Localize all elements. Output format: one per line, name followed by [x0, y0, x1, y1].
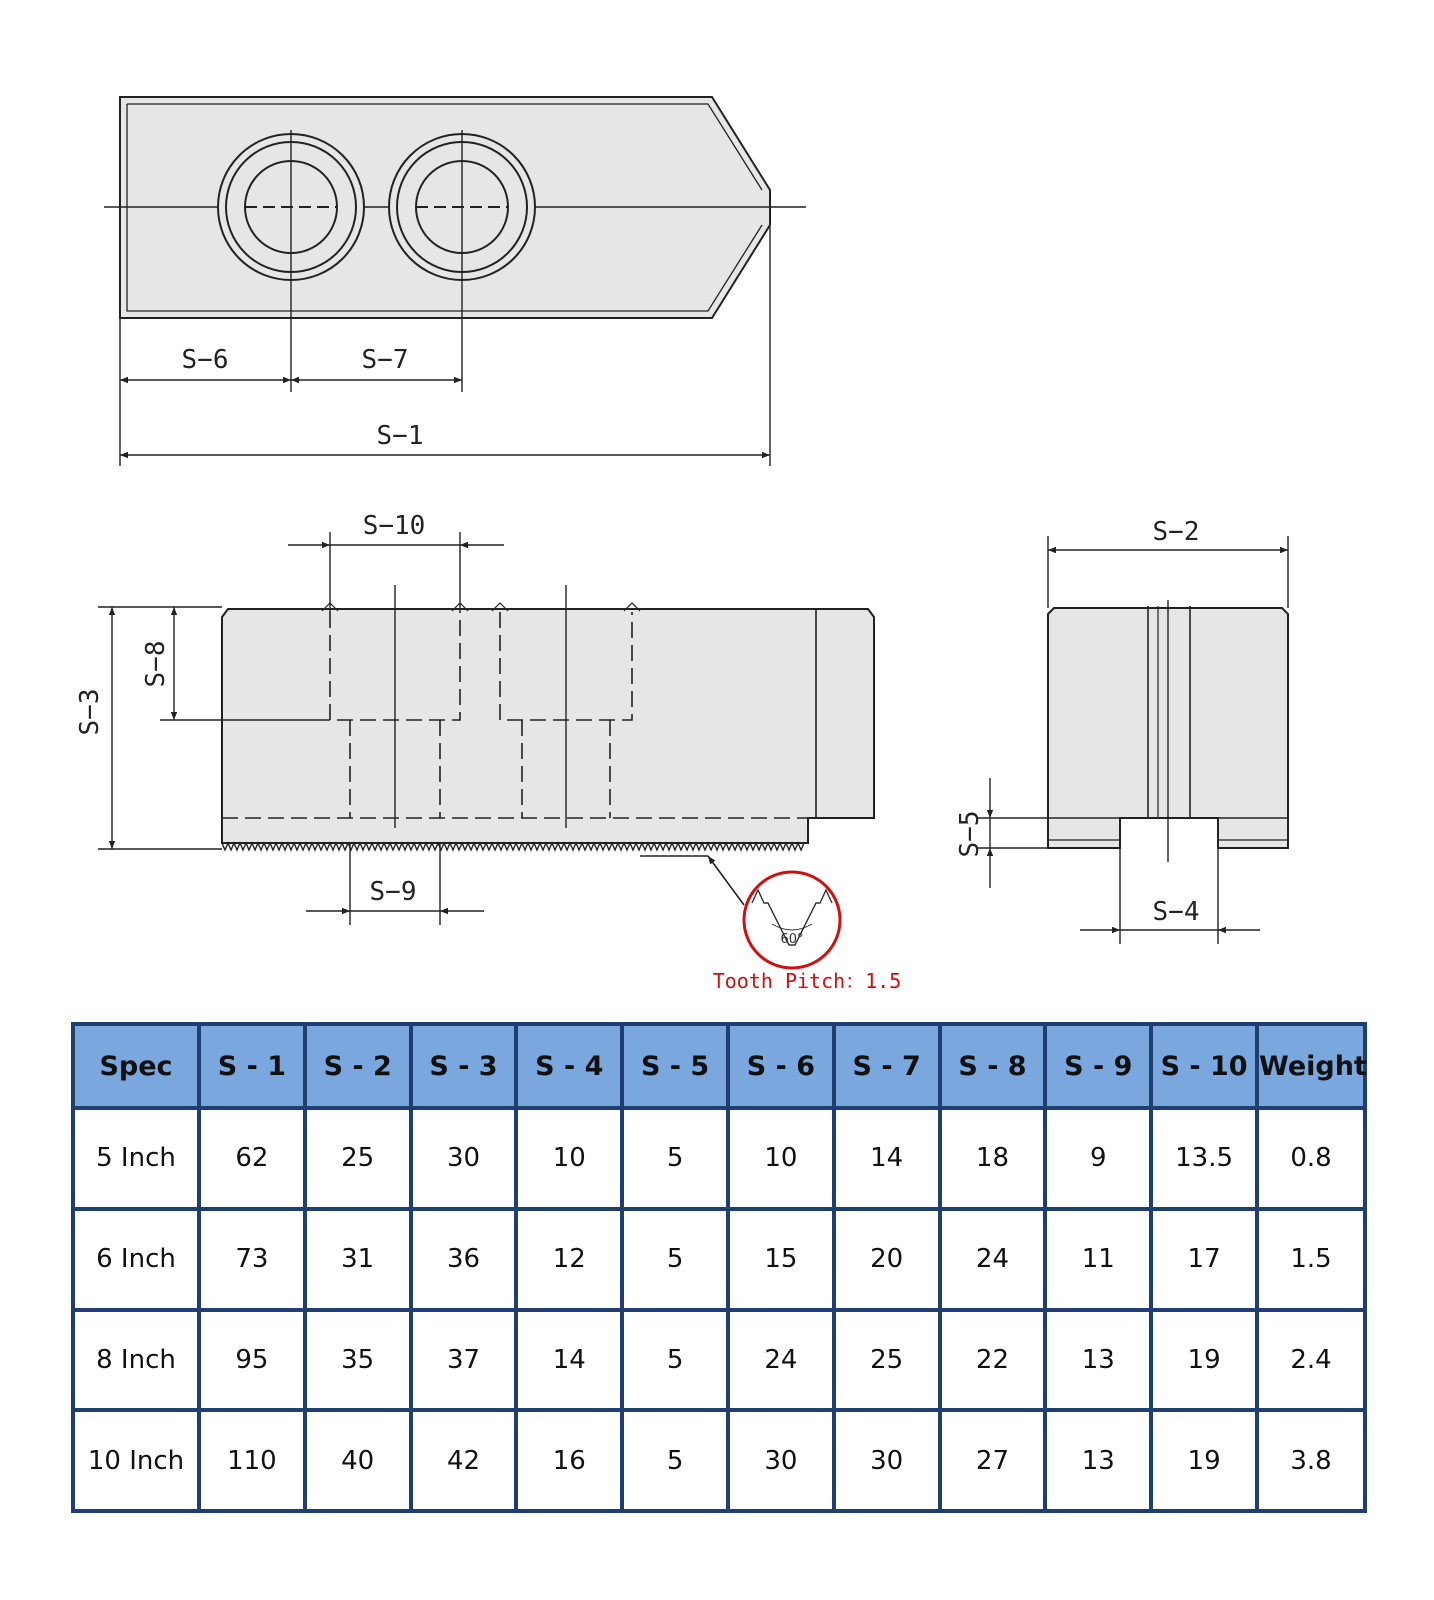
table-cell: 0.8 [1257, 1108, 1365, 1209]
dim-label-s6: S−6 [181, 345, 229, 375]
tooth-angle-label: 60° [780, 932, 804, 947]
table-cell: 13 [1045, 1310, 1151, 1411]
table-cell: 19 [1151, 1410, 1257, 1511]
dim-label-s2: S−2 [1152, 517, 1200, 547]
header-s6: S - 6 [728, 1024, 834, 1108]
dim-label-s8: S−8 [141, 640, 171, 688]
table-cell: 13 [1045, 1410, 1151, 1511]
tooth-pitch-label: Tooth Pitch：1.5 [712, 969, 902, 993]
table-cell: 18 [940, 1108, 1046, 1209]
table-cell: 5 [622, 1108, 728, 1209]
header-s2: S - 2 [305, 1024, 411, 1108]
header-s3: S - 3 [411, 1024, 517, 1108]
header-weight: Weight [1257, 1024, 1365, 1108]
spec-table [71, 1022, 1367, 1513]
header-s10: S - 10 [1151, 1024, 1257, 1108]
table-cell: 3.8 [1257, 1410, 1365, 1511]
table-row [73, 1310, 1365, 1411]
table-cell: 110 [199, 1410, 305, 1511]
table-cell: 5 [622, 1310, 728, 1411]
table-row [73, 1209, 1365, 1310]
table-cell: 24 [728, 1310, 834, 1411]
table-cell: 6 Inch [73, 1209, 199, 1310]
header-s9: S - 9 [1045, 1024, 1151, 1108]
table-cell: 36 [411, 1209, 517, 1310]
table-cell: 25 [305, 1108, 411, 1209]
table-cell: 30 [834, 1410, 940, 1511]
table-cell: 16 [516, 1410, 622, 1511]
table-cell: 5 Inch [73, 1108, 199, 1209]
table-cell: 30 [728, 1410, 834, 1511]
table-cell: 5 [622, 1410, 728, 1511]
table-cell: 42 [411, 1410, 517, 1511]
table-row [73, 1108, 1365, 1209]
table-cell: 35 [305, 1310, 411, 1411]
table-cell: 12 [516, 1209, 622, 1310]
table-cell: 17 [1151, 1209, 1257, 1310]
table-cell: 10 [516, 1108, 622, 1209]
serration-teeth [222, 843, 808, 850]
table-cell: 2.4 [1257, 1310, 1365, 1411]
top-view [104, 97, 806, 466]
table-cell: 25 [834, 1310, 940, 1411]
table-header-row [73, 1024, 1365, 1108]
header-s5: S - 5 [622, 1024, 728, 1108]
table-cell: 10 [728, 1108, 834, 1209]
header-s1: S - 1 [199, 1024, 305, 1108]
table-cell: 73 [199, 1209, 305, 1310]
dim-label-s1: S−1 [376, 421, 424, 451]
table-cell: 14 [516, 1310, 622, 1411]
table-cell: 30 [411, 1108, 517, 1209]
dim-label-s9: S−9 [369, 877, 417, 907]
side-view [98, 532, 874, 925]
table-cell: 31 [305, 1209, 411, 1310]
dim-label-s4: S−4 [1152, 897, 1200, 927]
table-cell: 9 [1045, 1108, 1151, 1209]
table-cell: 13.5 [1151, 1108, 1257, 1209]
header-s8: S - 8 [940, 1024, 1046, 1108]
table-cell: 5 [622, 1209, 728, 1310]
table-cell: 24 [940, 1209, 1046, 1310]
side-view-body [222, 609, 874, 843]
tooth-detail [744, 872, 840, 968]
header-s7: S - 7 [834, 1024, 940, 1108]
dim-label-s3: S−3 [75, 688, 105, 736]
table-cell: 14 [834, 1108, 940, 1209]
table-cell: 8 Inch [73, 1310, 199, 1411]
table-row [73, 1410, 1365, 1511]
table-cell: 62 [199, 1108, 305, 1209]
dim-label-s10: S−10 [362, 511, 426, 541]
table-cell: 40 [305, 1410, 411, 1511]
table-cell: 95 [199, 1310, 305, 1411]
table-cell: 19 [1151, 1310, 1257, 1411]
table-cell: 1.5 [1257, 1209, 1365, 1310]
header-spec: Spec [73, 1024, 199, 1108]
table-cell: 37 [411, 1310, 517, 1411]
table-cell: 10 Inch [73, 1410, 199, 1511]
table-cell: 22 [940, 1310, 1046, 1411]
header-s4: S - 4 [516, 1024, 622, 1108]
end-view [976, 536, 1288, 944]
table-cell: 15 [728, 1209, 834, 1310]
table-cell: 27 [940, 1410, 1046, 1511]
dim-label-s5: S−5 [955, 810, 985, 858]
dim-label-s7: S−7 [361, 345, 409, 375]
table-cell: 11 [1045, 1209, 1151, 1310]
table-cell: 20 [834, 1209, 940, 1310]
